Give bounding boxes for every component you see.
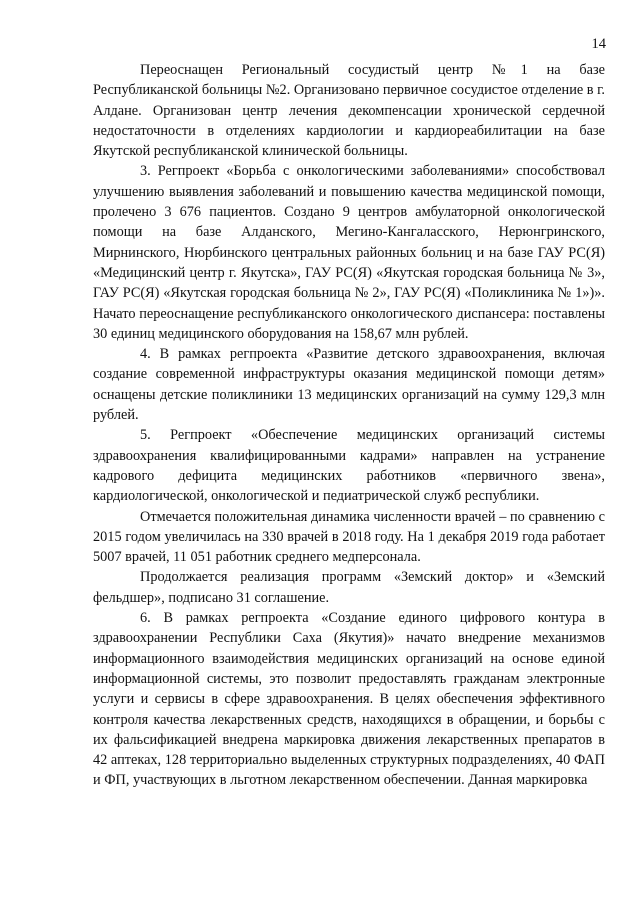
paragraph-digital-contour: 6. В рамках регпроекта «Создание единого цифрового контура в здравоохранении Республики Саха (Якутия)» начато внедрение механизмов информационного взаимодействия медицинских организаций на основе единой информационной системы, это позволит предоставлять гражданам электронные услуги и сервисы в сфере здравоохранения. В целях обеспечения эффективного контроля качества лекарственных средств, находящихся в обращении, и борьбы с их фальсификацией внедрена маркировка движения лекарственных препаратов в 42 аптеках, 128 территориально выделенных структурных подразделениях, 40 ФАП и ФП, участвующих в льготном лекарственном обеспечении. Данная маркировка: [93, 610, 605, 789]
page-number: 14: [591, 36, 606, 52]
paragraph-zemsky-programs: Продолжается реализация программ «Земский доктор» и «Земский фельдшер», подписано 31 соглашение.: [93, 569, 605, 606]
paragraph-oncology: 3. Регпроект «Борьба с онкологическими заболеваниями» способствовал улучшению выявления заболеваний и повышению качества медицинской помощи, пролечено 3 676 пациентов. Создано 9 центров амбулаторной онкологической помощи на базе Алданского, Мегино-Кангаласского, Нерюнгринского, Мирнинского, Нюрбинского центральных районных больниц и на базе ГАУ РС(Я) «Медицинский центр г. Якутска», ГАУ РС(Я) «Якутская городская больница № 3», ГАУ РС(Я) «Якутская городская больница № 2», ГАУ РС(Я) «Поликлиника № 1»)». Начато переоснащение республиканского онкологического диспансера: поставлены 30 единиц медицинского оборудования на 158,67 млн рублей.: [93, 163, 605, 342]
paragraph-doctor-dynamics: Отмечается положительная динамика численности врачей – по сравнению с 2015 годом увеличилась на 330 врачей в 2018 году. На 1 декабря 2019 года работает 5007 врачей, 11 051 работник среднего медперсонала.: [93, 508, 605, 566]
paragraph-cardio-center: Переоснащен Региональный сосудистый центр №1 на базе Республиканской больницы №2. Организовано первичное сосудистое отделение в г. Алдане. Организован центр лечения декомпенсации хронической сердечной недостаточности в отделениях кардиологии и кардиореабилитации на базе Якутской республиканской клинической больницы.: [93, 62, 605, 160]
paragraph-staffing: 5. Регпроект «Обеспечение медицинских организаций системы здравоохранения квалифицированными кадрами» направлен на устранение кадрового дефицита медицинских работников «первичного звена», кардиологической, онкологической и педиатрической служб республики.: [93, 427, 605, 505]
document-body: [93, 60, 605, 791]
paragraph-child-health: 4. В рамках регпроекта «Развитие детского здравоохранения, включая создание современной инфраструктуры оказания медицинской помощи детям» оснащены детские поликлиники 13 медицинских организаций на сумму 129,3 млн рублей.: [93, 346, 605, 424]
